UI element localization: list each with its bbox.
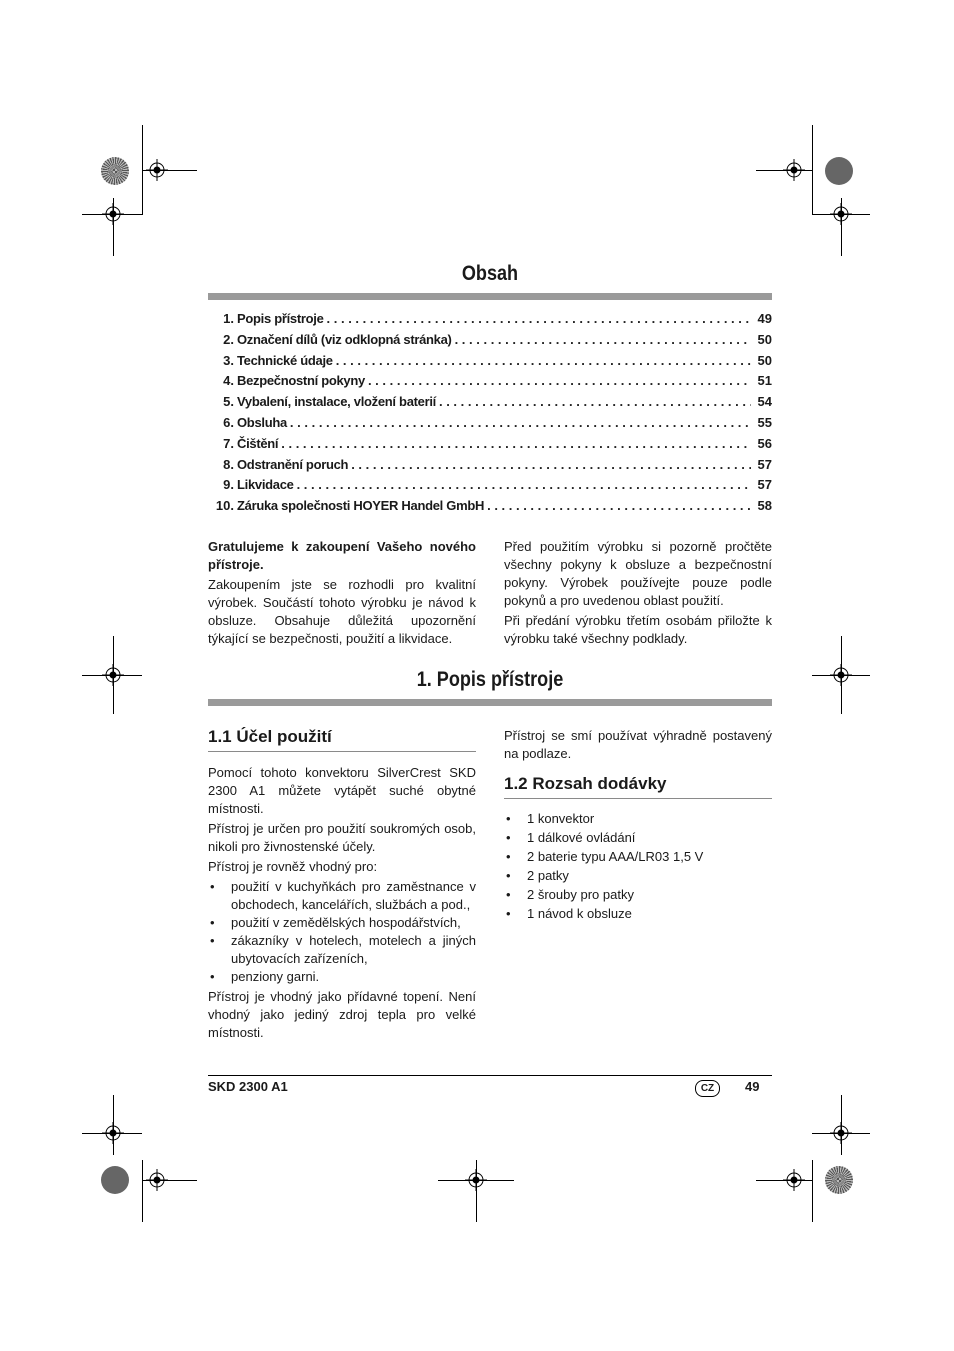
section-right-column <box>504 727 772 925</box>
toc-entry[interactable]: 7. Čištění . . . 56 <box>208 436 772 457</box>
list-item: • penziony garni. <box>208 968 476 986</box>
crosshair-icon <box>146 159 168 181</box>
toc-entry[interactable]: 2. Označení dílů (viz odklopná stránka) . . . 50 <box>208 332 772 353</box>
toc-entry[interactable]: 1. Popis přístroje . . . 49 <box>208 311 772 332</box>
intro-left-column <box>208 538 476 650</box>
list-item: • 2 patky <box>504 866 772 885</box>
intro-heading: Gratulujeme k zakoupení Vašeho nového přístroje. <box>208 539 476 572</box>
paragraph: Přístroj se smí používat výhradně postavený na podlaze. <box>504 728 772 761</box>
toc-entry[interactable]: 6. Obsluha . . . 55 <box>208 415 772 436</box>
table-of-contents <box>208 311 772 519</box>
list-item: • použití v kuchyňkách pro zaměstnance v obchodech, kancelářích, službách a pod., <box>208 878 476 914</box>
toc-title-bar <box>208 293 772 300</box>
section-title: 1. Popis přístroje <box>416 668 564 691</box>
list-item: • 1 dálkové ovládání <box>504 828 772 847</box>
crosshair-icon <box>102 203 124 225</box>
toc-title: Obsah <box>461 262 519 285</box>
footer-rule <box>208 1075 772 1076</box>
footer-model: SKD 2300 A1 <box>208 1079 288 1094</box>
registration-disc-icon <box>101 157 129 185</box>
list-item: • zákazníky v hotelech, motelech a jiných ubytovacích zařízeních, <box>208 932 476 968</box>
intro-right-column <box>504 538 772 650</box>
delivery-list <box>504 809 772 923</box>
crosshair-icon <box>830 664 852 686</box>
paragraph: Přístroj je rovněž vhodný pro: <box>208 859 378 874</box>
subsection-heading: 1.2 Rozsah dodávky <box>504 775 772 799</box>
list-item: • 1 konvektor <box>504 809 772 828</box>
toc-entry[interactable]: 3. Technické údaje . . . 50 <box>208 353 772 374</box>
list-item: • 2 šrouby pro patky <box>504 885 772 904</box>
intro-paragraph: Při předání výrobku třetím osobám přiložte k výrobku také všechny podklady. <box>504 613 772 646</box>
usage-list <box>208 878 476 986</box>
intro-paragraph: Před použitím výrobku si pozorně pročtěte všechny pokyny k obsluze a bezpečnostní pokyny. Výrobek používejte pouze podle pokynů a pro uvedenou oblast použití. <box>504 539 772 608</box>
toc-entry[interactable]: 8. Odstranění poruch . . . 57 <box>208 457 772 478</box>
registration-disc-icon <box>825 1166 853 1194</box>
crosshair-icon <box>465 1169 487 1191</box>
section-title-bar <box>208 699 772 706</box>
toc-entry[interactable]: 5. Vybalení, instalace, vložení baterií . . . 54 <box>208 394 772 415</box>
list-item: • použití v zemědělských hospodářstvích, <box>208 914 476 932</box>
paragraph: Pomocí tohoto konvektoru SilverCrest SKD 2300 A1 můžete vytápět suché obytné místnosti. <box>208 765 476 816</box>
toc-entry[interactable]: 10. Záruka společnosti HOYER Handel GmbH . . . 58 <box>208 498 772 519</box>
country-badge: CZ <box>695 1080 720 1097</box>
list-item: • 2 baterie typu AAA/LR03 1,5 V <box>504 847 772 866</box>
registration-disc-icon <box>825 157 853 185</box>
section-left-column <box>208 728 476 1044</box>
crosshair-icon <box>102 664 124 686</box>
registration-disc-icon <box>101 1166 129 1194</box>
paragraph: Přístroj je vhodný jako přídavné topení. Není vhodný jako jediný zdroj tepla pro velké místnosti. <box>208 989 476 1040</box>
toc-entry[interactable]: 4. Bezpečnostní pokyny . . . 51 <box>208 373 772 394</box>
page-number: 49 <box>745 1079 760 1094</box>
paragraph: Přístroj je určen pro použití soukromých osob, nikoli pro živnostenské účely. <box>208 821 476 854</box>
crosshair-icon <box>146 1169 168 1191</box>
crosshair-icon <box>783 1169 805 1191</box>
list-item: • 1 návod k obsluze <box>504 904 772 923</box>
crosshair-icon <box>830 1122 852 1144</box>
intro-text: Zakoupením jste se rozhodli pro kvalitní výrobek. Součástí tohoto výrobku je návod k obsluze. Obsahuje důležitá upozornění týkající se bezpečnosti, použití a likvidace. <box>208 577 476 646</box>
crosshair-icon <box>830 203 852 225</box>
crosshair-icon <box>102 1122 124 1144</box>
crosshair-icon <box>783 159 805 181</box>
subsection-heading: 1.1 Účel použití <box>208 728 476 752</box>
toc-entry[interactable]: 9. Likvidace . . . 57 <box>208 477 772 498</box>
